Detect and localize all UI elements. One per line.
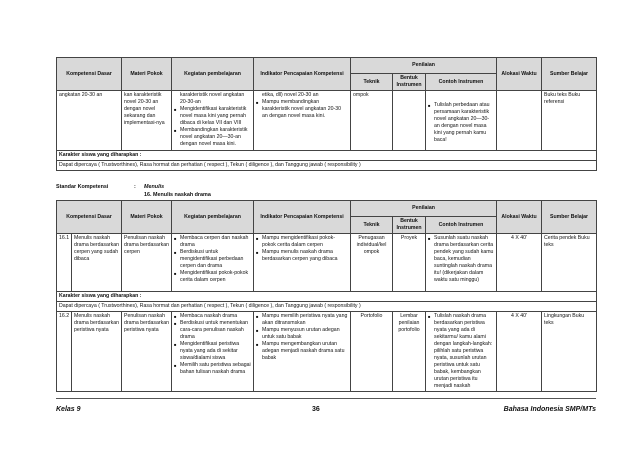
footer-divider: [56, 398, 596, 399]
header-indikator: Indikator Pencapaian Kompetensi: [254, 58, 351, 91]
cell-indikator: [254, 91, 351, 151]
cell-teknik: Portofolio: [351, 312, 393, 392]
karakter-text: Dapat dipercaya ( Trustworthines), Rasa hormat dan perhatian ( respect ), Tekun ( diligence ), dan Tanggung jawab ( responsibility ): [57, 161, 597, 171]
cell-kd: Menulis naskah drama berdasarkan peristiwa nyata: [72, 312, 122, 392]
list-item: ■ Susunlah suatu naskah drama berdasarkan cerita pendek yang sudah kamu baca, kemudian suntinglah naskah drama itu! (dikerjakan dalam waktu satu minggu): [434, 235, 494, 284]
list-item: ■ Membaca naskah drama: [180, 313, 251, 320]
header-teknik: Teknik: [351, 217, 393, 234]
cell-alokasi: 4 X 40': [497, 234, 542, 292]
cell-alokasi: [497, 91, 542, 151]
standar-title: Menulis: [144, 184, 165, 190]
standar-colon: :: [134, 184, 136, 190]
header-kegiatan: Kegiatan pembelajaran: [172, 201, 254, 234]
cell-kd: Menulis naskah drama berdasarkan cerpen yang sudah dibaca: [72, 234, 122, 292]
cell-sumber: Cerita pendek Buku teks: [542, 234, 597, 292]
header-teknik: Teknik: [351, 74, 393, 91]
cell-no: 16.1: [57, 234, 72, 292]
header-kegiatan: Kegiatan pembelajaran: [172, 58, 254, 91]
cell-materi: Penulisan naskah drama berdasarkan peristiwa nyata: [122, 312, 172, 392]
list-item: ■ Tulislah perbedaan atau persamaan karakteristik novel angkatan 20—30-an dengan novel masa kini yang pernah kamu baca!: [434, 102, 494, 144]
cell-kegiatan: [172, 312, 254, 392]
cell-contoh: [426, 91, 497, 151]
cell-kegiatan: [172, 91, 254, 151]
cell-materi: kan karakteristik novel 20-30 an dengan novel sekarang dan implementasi-nya: [122, 91, 172, 151]
cell-indikator: [254, 234, 351, 292]
cell-bentuk: [393, 91, 426, 151]
cell-materi: Penulisan naskah drama berdasarkan cerpen: [122, 234, 172, 292]
list-item: ■ Berdiskusi untuk mengidentifikasi perbedaan cerpen dan drama: [180, 249, 251, 270]
karakter-label: Karakter siswa yang diharapkan :: [57, 151, 597, 161]
header-penilaian: Penilaian: [351, 201, 497, 217]
cell-kegiatan: [172, 234, 254, 292]
header-sumber: Sumber Belajar: [542, 58, 597, 91]
table-row: [57, 91, 597, 151]
cell-indikator: [254, 312, 351, 392]
list-item: ■ Mampu memilih peristiwa nyata yang akan ditransmskan: [262, 313, 348, 327]
header-contoh: Contoh Instrumen: [426, 74, 497, 91]
list-item: ■ Membaca cerpen dan naskah drama: [180, 235, 251, 249]
header-materi-pokok: Materi Pokok: [122, 201, 172, 234]
kegiatan-lead: karakteristik novel angkatan 20-30-an: [180, 92, 245, 106]
page-footer: [56, 406, 596, 420]
list-item: ■ Mampu menyusun urutan adegan untuk satu babak: [262, 327, 348, 341]
cell-bentuk: Proyek: [393, 234, 426, 292]
list-item: ■ Mampu mengidentifikasi pokok-pokok cerita dalam cerpen: [262, 235, 348, 249]
header-materi-pokok: Materi Pokok: [122, 58, 172, 91]
footer-subject: Bahasa Indonesia SMP/MTs: [503, 406, 596, 413]
cell-teknik: Penugasan individual/kel ompok: [351, 234, 393, 292]
list-item: ■ Mampu menulis naskah drama berdasarkan cerpen yang dibaca: [262, 249, 348, 263]
cell-teknik: ompok: [351, 91, 393, 151]
table-row: [57, 234, 597, 292]
standar-label: Standar Kompetensi: [56, 184, 109, 190]
list-item: ■ Mampu membandingkan karakteristik novel angkatan 20-30 an dengan novel masa kini.: [262, 99, 348, 120]
silabus-table-1: [56, 57, 597, 171]
cell-alokasi: 4 X 40': [497, 312, 542, 392]
header-kompetensi-dasar: Kompetensi Dasar: [57, 58, 122, 91]
list-item: ■ Mengidentifikasi pokok-pokok cerita dalam cerpen: [180, 270, 251, 284]
indikator-lead: etika, dll) novel 20-30 an: [262, 92, 319, 99]
list-item: ■ Memilih satu peristiwa sebagai bahan tulisan naskah drama: [180, 362, 251, 376]
table-row: [57, 312, 597, 392]
list-item: ■ Mengidentifikasi peristiwa nyata yang ada di sekitar siswa/dialami siswa: [180, 341, 251, 362]
cell-bentuk: Lembar penilaian portofolio: [393, 312, 426, 392]
header-sumber: Sumber Belajar: [542, 201, 597, 234]
header-penilaian: Penilaian: [351, 58, 497, 74]
standar-kompetensi: [56, 184, 165, 190]
list-item: ■ Mengidentifikasi karakteristik novel masa kini yang pernah dibaca di kelas VII dan VIII: [180, 106, 251, 127]
header-alokasi: Alokasi Waktu: [497, 58, 542, 91]
karakter-text: Dapat dipercaya ( Trustworthines), Rasa hormat dan perhatian ( respect ), Tekun ( diligence ), dan Tanggung jawab ( responsibility ): [57, 302, 597, 312]
cell-no: 16.2: [57, 312, 72, 392]
karakter-label: Karakter siswa yang diharapkan :: [57, 292, 597, 302]
silabus-table-2: [56, 200, 597, 392]
header-bentuk: Bentuk Instrumen: [393, 74, 426, 91]
cell-sumber: Buku teks Buku referensi: [542, 91, 597, 151]
header-bentuk: Bentuk Instrumen: [393, 217, 426, 234]
header-indikator: Indikator Pencapaian Kompetensi: [254, 201, 351, 234]
cell-contoh: [426, 312, 497, 392]
footer-class: Kelas 9: [56, 406, 81, 413]
header-kompetensi-dasar: Kompetensi Dasar: [57, 201, 122, 234]
list-item: ■ Mampu mengembangkan urutan adegan menjadi naskah drama satu babak: [262, 341, 348, 362]
header-alokasi: Alokasi Waktu: [497, 201, 542, 234]
standar-subtitle: 16. Menulis naskah drama: [144, 192, 211, 198]
cell-sumber: Lingkungan Buku teks: [542, 312, 597, 392]
page-number: 36: [312, 406, 320, 413]
cell-kd: angkatan 20-30 an: [57, 91, 122, 151]
list-item: ■ Membandingkan karakteristik novel angkatan 20—30-an dengan novel masa kini.: [180, 127, 251, 148]
header-contoh: Contoh Instrumen: [426, 217, 497, 234]
cell-contoh: [426, 234, 497, 292]
list-item: ■ Berdiskusi untuk menentukan cara-cara penulisan naskah drama: [180, 320, 251, 341]
list-item: ■ Tulislah naskah drama berdasarkan peristiwa nyata yang ada di sekitarmu/ kamu alami dengan langkah-langkah: pilihlah satu peristiwa nyata, susunlah urutan peristiwa untuk satu babak, kembangkan urutan peristiwa itu menjadi naskah: [434, 313, 494, 390]
